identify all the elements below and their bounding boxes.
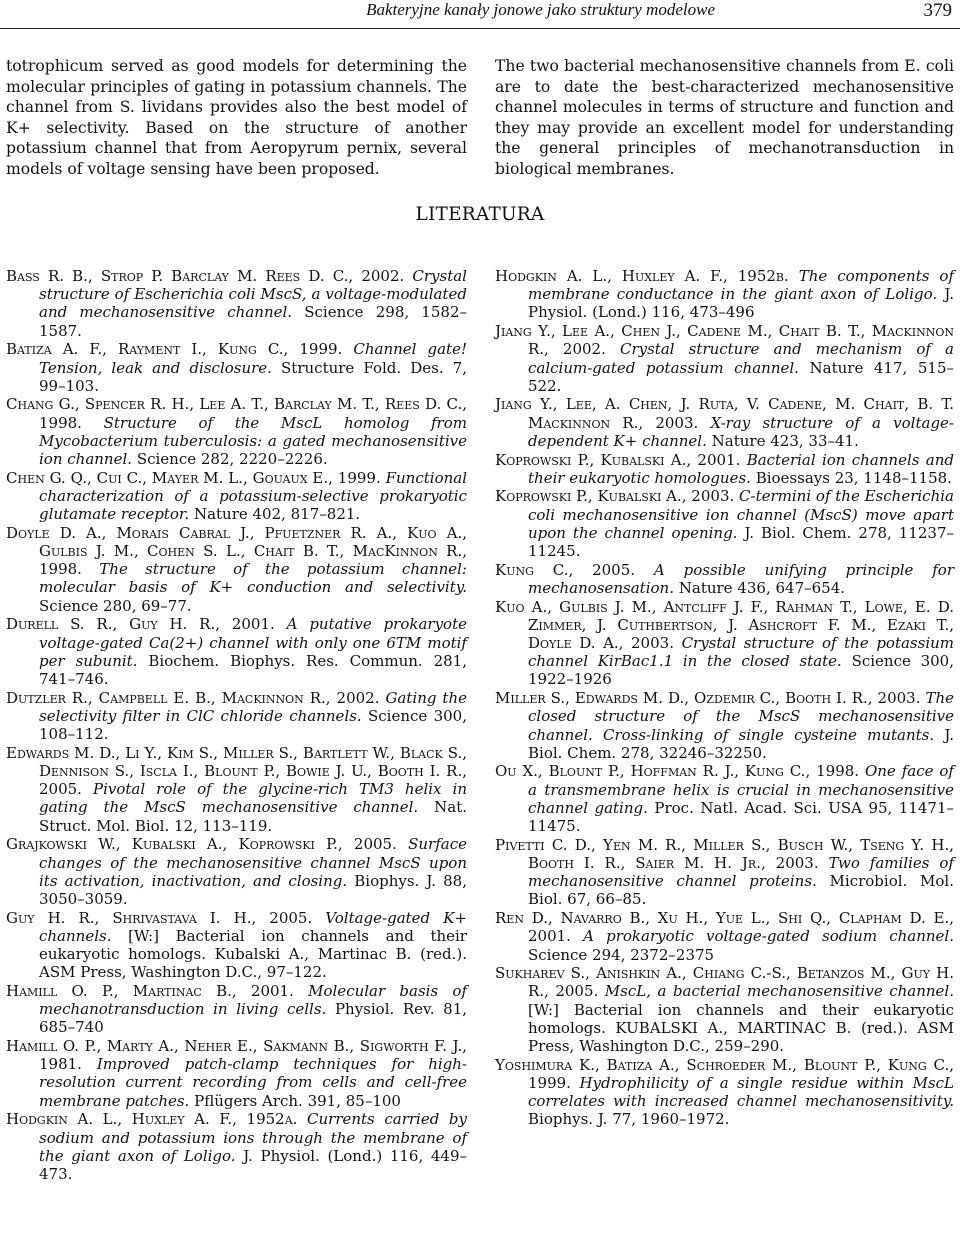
reference-entry xyxy=(6,469,467,524)
reference-source: J. Biol. Chem. 278, 11237–11245. xyxy=(528,523,954,561)
reference-authors: Jiang Y., Lee A., Chen J., Cadene M., Chait B. T., Mackinnon R., 2002. xyxy=(495,322,954,359)
reference-title: Crystal structure and mechanism of a calcium-gated potassium channel. xyxy=(528,340,954,377)
reference-entry xyxy=(495,909,954,964)
reference-entry xyxy=(495,451,954,487)
reference-authors: Kuo A., Gulbis J. M., Antcliff J. F., Rahman T., Lowe, E. D. Zimmer, J. Cuthbertson, J. Ashcroft F. M., Ezaki T., Doyle D. A., 2003. xyxy=(495,597,954,653)
reference-title: Improved patch-clamp techniques for high-resolution current recording from cells and cell-free membrane patches. xyxy=(39,1055,467,1110)
reference-entry xyxy=(495,395,954,450)
reference-entry xyxy=(6,615,467,688)
reference-entry xyxy=(6,395,467,468)
reference-authors: Sukharev S., Anishkin A., Chiang C.-S., Betanzos M., Guy H. R., 2005. xyxy=(495,964,954,1001)
reference-authors: Jiang Y., Lee, A. Chen, J. Ruta, V. Cadene, M. Chait, B. T. Mackinnon R., 2003. xyxy=(495,395,954,432)
reference-title: One face of a transmembrane helix is crucial in mechanosensitive channel gating. xyxy=(528,762,954,817)
reference-source: Science 294, 2372–2375 xyxy=(528,945,715,964)
reference-source: Physiol. Rev. 81, 685–740 xyxy=(39,1000,467,1037)
reference-source: [W:] Bacterial ion channels and their eukaryotic homologs. Kubalski A., Martinac B. (red.). ASM Press, Washington D.C., 97–122. xyxy=(39,926,467,982)
reference-entry xyxy=(495,487,954,560)
reference-source: Nat. Struct. Mol. Biol. 12, 113–119. xyxy=(39,798,467,835)
reference-source: Structure Fold. Des. 7, 99–103. xyxy=(39,358,467,395)
intro-left-column xyxy=(6,56,467,180)
reference-title: The closed structure of the MscS mechanosensitive channel. Cross-linking of single cysteine mutants. xyxy=(528,689,954,744)
reference-authors: Hodgkin A. L., Huxley A. F., 1952b. xyxy=(495,267,789,285)
reference-authors: Hamill O. P., Marty A., Neher E., Sakmann B., Sigworth F. J., 1981. xyxy=(6,1037,467,1074)
reference-source: Science 300, 1922–1926 xyxy=(528,652,954,689)
reference-authors: Bass R. B., Strop P. Barclay M. Rees D. C., 2002. xyxy=(6,267,405,285)
reference-entry xyxy=(495,762,954,835)
reference-entry xyxy=(6,1110,467,1183)
references-left-column xyxy=(6,267,467,1184)
intro-right-column xyxy=(495,56,954,180)
reference-entry xyxy=(6,909,467,982)
reference-authors: Batiza A. F., Rayment I., Kung C., 1999. xyxy=(6,340,343,359)
reference-source: Science 280, 69–77. xyxy=(39,596,192,615)
reference-title: The structure of the potassium channel: molecular basis of K+ conduction and selectivity. xyxy=(39,560,467,597)
reference-authors: Ou X., Blount P., Hoffman R. J., Kung C., 1998. xyxy=(495,762,860,781)
reference-authors: Grajkowski W., Kubalski A., Koprowski P., 2005. xyxy=(6,835,397,854)
reference-title: A putative prokaryote voltage-gated Ca(2+) channel with only one 6TM motif per subunit. xyxy=(39,615,467,670)
reference-entry xyxy=(6,744,467,835)
intro-left-paragraph: totrophicum served as good models for determining the molecular principles of gating in potassium channels. The channel from S. lividans provides also the best model of K+ selectivity. Based on the structure of another potassium channel that from Aeropyrum pernix, several models of voltage sensing have been proposed. xyxy=(6,57,467,178)
reference-source: Biochem. Biophys. Res. Commun. 281, 741–746. xyxy=(39,651,467,688)
reference-title: Surface changes of the mechanosensitive channel MscS upon its activation, inactivation, and closing. xyxy=(39,835,467,890)
reference-source: Pflügers Arch. 391, 85–100 xyxy=(194,1091,401,1110)
reference-entry xyxy=(495,322,954,395)
reference-title: Crystal structure of the potassium channel KirBac1.1 in the closed state. xyxy=(528,634,955,671)
reference-title: Voltage-gated K+ channels. xyxy=(39,908,467,945)
reference-authors: Hodgkin A. L., Huxley A. F., 1952a. xyxy=(6,1110,298,1129)
reference-source: Bioessays 23, 1148–1158. xyxy=(755,468,952,487)
reference-entry xyxy=(495,267,954,322)
reference-source: Nature 436, 647–654. xyxy=(678,578,846,597)
reference-authors: Chen G. Q., Cui C., Mayer M. L., Gouaux E., 1999. xyxy=(6,468,381,487)
reference-title: Hydrophilicity of a single residue within MscL correlates with increased channel mechanosensitivity. xyxy=(528,1073,954,1111)
reference-authors: Kung C., 2005. xyxy=(495,560,636,579)
page-number: 379 xyxy=(923,0,952,21)
reference-authors: Koprowski P., Kubalski A., 2003. xyxy=(495,487,735,506)
reference-title: A possible unifying principle for mechanosensation. xyxy=(528,560,954,597)
reference-title: Structure of the MscL homolog from Mycobacterium tuberculosis: a gated mechanosensitive ion channel. xyxy=(39,413,467,469)
reference-authors: Chang G., Spencer R. H., Lee A. T., Barclay M. T., Rees D. C., 1998. xyxy=(6,395,467,432)
reference-title: Two families of mechanosensitive channel proteins. xyxy=(528,854,955,891)
reference-source: Science 298, 1582–1587. xyxy=(39,303,467,340)
reference-title: Currents carried by sodium and potassium ions through the membrane of the giant axon of Loligo. xyxy=(39,1110,467,1165)
reference-title: Functional characterization of a potassium-selective prokaryotic glutamate receptor. xyxy=(39,468,467,524)
reference-authors: Dutzler R., Campbell E. B., Mackinnon R., 2002. xyxy=(6,688,380,707)
reference-source: Biophys. J. 77, 1960–1972. xyxy=(528,1110,730,1129)
reference-title: Molecular basis of mechanotransduction in living cells. xyxy=(39,981,467,1019)
page-header xyxy=(0,0,960,29)
reference-entry xyxy=(6,982,467,1037)
reference-authors: Edwards M. D., Li Y., Kim S., Miller S., Bartlett W., Black S., Dennison S., Iscla I., Blount P., Bowie J. U., Booth I. R., 2005. xyxy=(6,743,467,799)
reference-entry xyxy=(6,524,467,615)
reference-authors: Ren D., Navarro B., Xu H., Yue L., Shi Q., Clapham D. E., 2001. xyxy=(495,909,954,946)
reference-source: Science 282, 2220–2226. xyxy=(136,450,328,469)
reference-source: J. Biol. Chem. 278, 32246–32250. xyxy=(528,725,954,762)
reference-entry xyxy=(495,1056,954,1129)
reference-entry xyxy=(6,267,467,340)
references-right-column xyxy=(495,267,954,1129)
reference-title: Crystal structure of Escherichia coli MscS, a voltage-modulated and mechanosensitive channel. xyxy=(39,267,467,322)
reference-entry xyxy=(6,340,467,395)
reference-entry xyxy=(495,964,954,1055)
reference-title: Bacterial ion channels and their eukaryotic homologues. xyxy=(528,450,954,487)
reference-title: Pivotal role of the glycine-rich TM3 helix in gating the MscS mechanosensitive channel. xyxy=(39,780,467,817)
reference-authors: Durell S. R., Guy H. R., 2001. xyxy=(6,615,275,634)
reference-entry xyxy=(6,1037,467,1110)
reference-title: A prokaryotic voltage-gated sodium channel. xyxy=(583,927,954,946)
reference-authors: Guy H. R., Shrivastava I. H., 2005. xyxy=(6,908,313,927)
reference-authors: Doyle D. A., Morais Cabral J., Pfuetzner R. A., Kuo A., Gulbis J. M., Cohen S. L., Chait B. T., MacKinnon R., 1998. xyxy=(6,523,467,579)
reference-source: J. Physiol. (Lond.) 116, 473–496 xyxy=(528,285,954,322)
reference-title: X-ray structure of a voltage-dependent K+ channel. xyxy=(528,413,954,450)
reference-source: [W:] Bacterial ion channels and their eukaryotic homologs. KUBALSKI A., MARTINAC B. (red.). ASM Press, Washington D.C., 259–290. xyxy=(528,1000,954,1056)
reference-source: Proc. Natl. Acad. Sci. USA 95, 11471–11475. xyxy=(528,798,954,836)
running-title: Bakteryjne kanały jonowe jako struktury modelowe xyxy=(366,0,715,19)
references-heading: LITERATURA xyxy=(415,204,545,225)
reference-source: Microbiol. Mol. Biol. 67, 66–85. xyxy=(528,872,954,909)
reference-authors: Pivetti C. D., Yen M. R., Miller S., Busch W., Tseng Y. H., Booth I. R., Saier M. H. Jr., 2003. xyxy=(495,835,954,872)
intro-right-paragraph: The two bacterial mechanosensitive channels from E. coli are to date the best-characterized mechanosensitive channel molecules in terms of structure and function and they may provide an excellent model for understanding the general principles of mechanotransduction in biological membranes. xyxy=(495,57,954,178)
reference-entry xyxy=(495,689,954,762)
reference-entry xyxy=(495,598,954,689)
reference-source: Biophys. J. 88, 3050–3059. xyxy=(39,871,467,908)
reference-entry xyxy=(495,561,954,597)
reference-title: The components of membrane conductance in the giant axon of Loligo. xyxy=(528,267,954,304)
reference-source: Nature 423, 33–41. xyxy=(711,431,859,450)
reference-authors: Miller S., Edwards M. D., Ozdemir C., Booth I. R., 2003. xyxy=(495,689,921,708)
reference-title: Channel gate! Tension, leak and disclosure. xyxy=(39,340,467,377)
reference-authors: Hamill O. P., Martinac B., 2001. xyxy=(6,981,294,1000)
reference-title: Gating the selectivity filter in ClC chloride channels. xyxy=(39,688,467,725)
reference-source: Nature 402, 817–821. xyxy=(193,505,361,524)
reference-source: Nature 417, 515–522. xyxy=(528,358,954,395)
reference-title: MscL, a bacterial mechanosensitive channel. xyxy=(604,982,954,1001)
reference-entry xyxy=(6,689,467,744)
reference-entry xyxy=(495,836,954,909)
reference-authors: Yoshimura K., Batiza A., Schroeder M., Blount P., Kung C., 1999. xyxy=(495,1055,954,1092)
reference-title: C-termini of the Escherichia coli mechanosensitive ion channel (MscS) move apart upon the channel opening. xyxy=(528,487,954,542)
reference-authors: Koprowski P., Kubalski A., 2001. xyxy=(495,450,741,469)
reference-source: Science 300, 108–112. xyxy=(39,706,467,744)
reference-source: J. Physiol. (Lond.) 116, 449–473. xyxy=(39,1146,467,1183)
reference-entry xyxy=(6,835,467,908)
